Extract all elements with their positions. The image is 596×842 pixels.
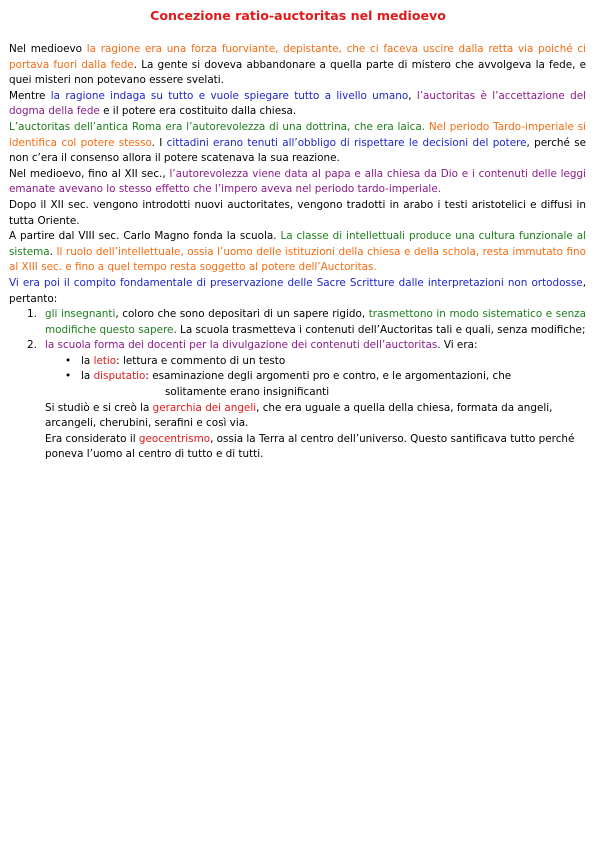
text-run: . La scuola trasmetteva i contenuti dell’Auctoritas tali e quali, senza modifiche; (173, 323, 586, 336)
text-run: . La gente si doveva abbandonare a quella parte di mistero che avvolgeva la fede, e quei misteri non potevano essere svelati. (9, 58, 586, 87)
text-run: Nel medioevo (9, 43, 87, 55)
highlight-red: geocentrismo (138, 432, 211, 445)
list-item (9, 354, 586, 370)
highlight-red: letio (93, 354, 117, 367)
text-run: Mentre (9, 89, 51, 102)
highlight-orange: Il ruolo dell’intellettuale, ossia l’uomo delle istituzioni della chiesa e della schola, resta immutato fino al XIII sec. e fino a quel tempo resta soggetto al potere dell’Auctoritas. (9, 245, 586, 274)
paragraph-2 (9, 89, 586, 120)
paragraph-5: Dopo il XII sec. vengono introdotti nuovi auctoritates, vengono tradotti in arabo i testi aristotelici e diffusi in tutta Oriente. (9, 198, 586, 227)
text-run: , perché se non c’era il consenso allora il potere scatenava la sua reazione. (9, 136, 586, 165)
highlight-red: disputatio (93, 370, 146, 383)
numbered-list (9, 307, 586, 354)
text-run: . I (151, 136, 167, 149)
highlight-purple: la scuola forma dei docenti per la divulgazione dei contenuti dell’auctoritas (45, 339, 438, 352)
text-run: , ossia la Terra al centro dell’universo. Questo santificava tutto perché poneva l’uomo al centro di tutto e di tutti. (45, 432, 575, 461)
text-run: Nel medioevo, fino al XII sec., (9, 167, 170, 180)
highlight-green: trasmettono in modo sistematico e senza modifiche questo sapere (45, 308, 586, 336)
list-number: 2. (27, 339, 37, 352)
text-run: . (49, 245, 57, 258)
highlight-purple: l’auctoritas è l’accettazione del dogma della fede (9, 89, 586, 118)
text-run: , pertanto: (9, 276, 586, 305)
paragraph-1 (9, 42, 586, 89)
text-run: , che era uguale a quella della chiesa, formata da angeli, arcangeli, cherubini, serafini e così via. (45, 401, 553, 430)
text-run: la (81, 354, 94, 367)
paragraph-6 (9, 229, 586, 276)
highlight-orange: la ragione era una forza fuorviante, depistante, che ci faceva uscire dalla retta via poiché ci portava fuori dalla fede (9, 43, 586, 71)
highlight-green: gli insegnanti (45, 308, 116, 321)
text-run: Era considerato il (45, 432, 139, 445)
text-run: , coloro che sono depositari di un sapere rigido, (115, 308, 369, 321)
text-run: A partire dal VIII sec. Carlo Magno fonda la scuola. (9, 230, 281, 243)
list-item (9, 338, 586, 354)
page-title: Concezione ratio-auctoritas nel medioevo (150, 8, 446, 23)
bullet-icon: • (65, 354, 72, 367)
text-run: solitamente erano insignificanti (165, 386, 330, 399)
text-run: : lettura e commento di un testo (116, 354, 286, 367)
highlight-blue: cittadini erano tenuti all’obbligo di rispettare le decisioni del potere (166, 136, 527, 149)
highlight-blue: Vi era poi il compito fondamentale di preservazione delle Sacre Scritture dalle interpretazioni non ortodosse (9, 276, 583, 289)
paragraph-8 (9, 401, 586, 432)
text-run: : esaminazione degli argomenti pro e contro, e le argomentazioni, che (145, 370, 512, 383)
list-item (9, 369, 586, 400)
document-body (9, 42, 586, 463)
paragraph-4 (9, 167, 586, 198)
paragraph-7 (9, 276, 586, 307)
highlight-green: La classe di intellettuali produce una cultura funzionale al sistema (9, 230, 586, 258)
highlight-purple: l’autorevolezza viene data al papa e alla chiesa da Dio e i contenuti delle leggi emanate avevano lo stesso effetto che l’impero aveva nel periodo tardo-imperiale. (9, 167, 586, 196)
bullet-icon: • (65, 370, 72, 383)
text-run: . Vi era: (437, 339, 478, 352)
highlight-green: L’auctoritas dell’antica Roma era l’autorevolezza di una dottrina, che era laica. (9, 120, 426, 133)
list-number: 1. (27, 308, 37, 321)
text-run: la (81, 370, 94, 383)
list-item (9, 307, 586, 338)
paragraph-3 (9, 120, 586, 167)
text-run: e il potere era costituito dalla chiesa. (99, 105, 297, 118)
highlight-blue: la ragione indaga su tutto e vuole spiegare tutto a livello umano (50, 89, 409, 102)
highlight-orange: Nel periodo Tardo-imperiale si identifica col potere stesso (9, 120, 586, 149)
highlight-red: gerarchia dei angeli (152, 401, 257, 414)
text-run: , (408, 89, 417, 102)
bullet-list (9, 354, 586, 401)
text-run: Si studiò e si creò la (45, 401, 153, 414)
paragraph-9 (9, 432, 586, 463)
